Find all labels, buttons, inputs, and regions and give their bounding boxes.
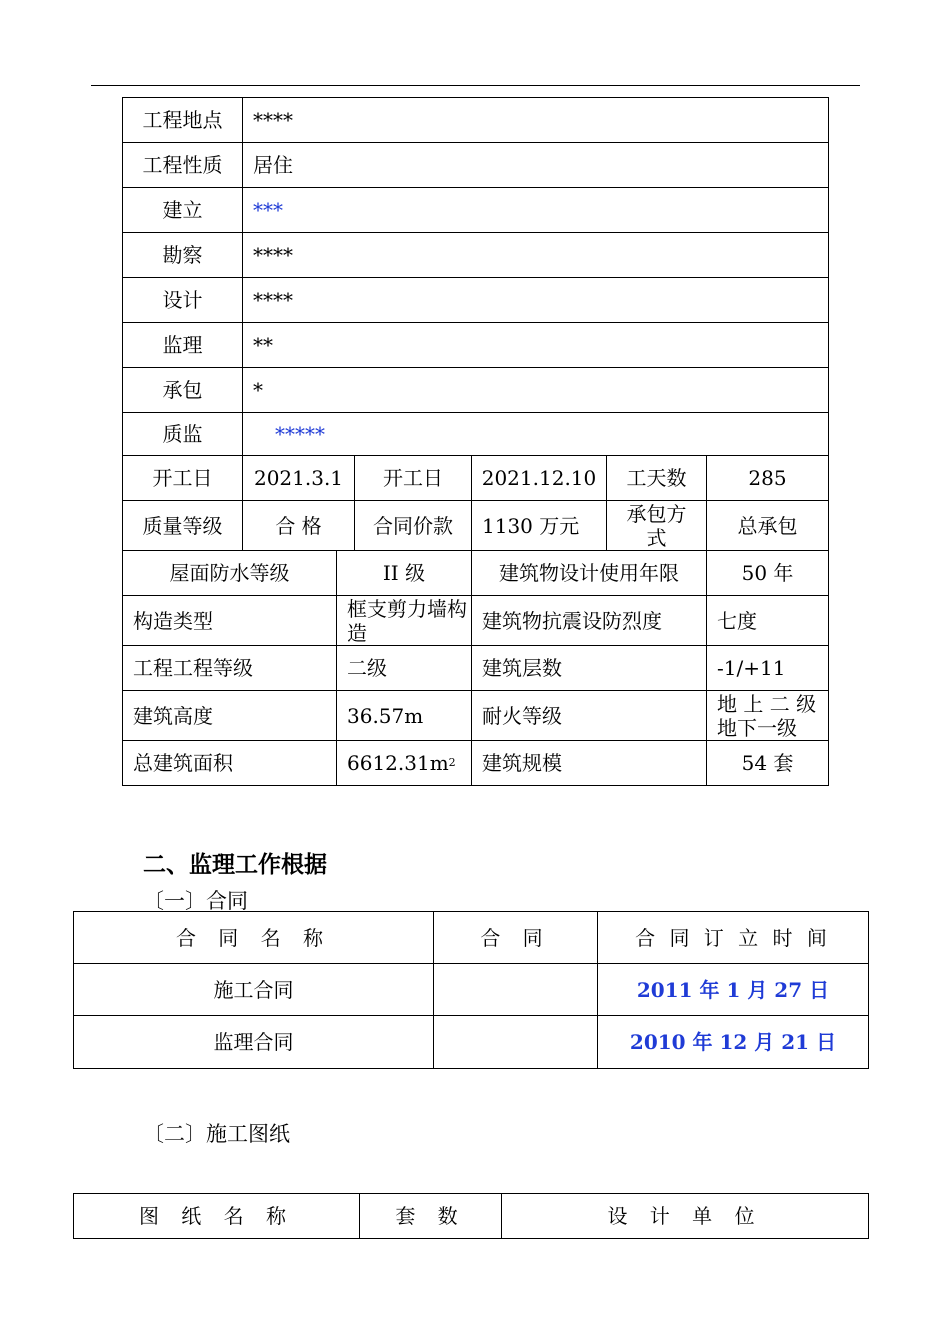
label-scale: 建筑规模 xyxy=(471,740,707,786)
value-floors: -1/+11 xyxy=(706,645,829,691)
label-nature: 工程性质 xyxy=(122,142,243,188)
label-design-life: 建筑物设计使用年限 xyxy=(471,550,707,596)
contract-header-party: 合 同 xyxy=(433,911,598,964)
label-total-area: 总建筑面积 xyxy=(122,740,337,786)
contract-row-date: 2010 年 12 月 21 日 xyxy=(597,1015,869,1069)
label-contract-mode: 承包方式 xyxy=(606,500,707,551)
contract-row-date: 2011 年 1 月 27 日 xyxy=(597,963,869,1016)
label-owner: 建立 xyxy=(122,187,243,233)
label-floors: 建筑层数 xyxy=(471,645,707,691)
value-structure-type: 框支剪力墙构造 xyxy=(336,595,472,646)
section-title: 二、监理工作根据 xyxy=(143,852,327,878)
label-end-date: 开工日 xyxy=(354,455,472,501)
contract-header-date: 合 同 订 立 时 间 xyxy=(597,911,869,964)
value-survey: **** xyxy=(242,232,829,278)
label-seismic: 建筑物抗震设防烈度 xyxy=(471,595,707,646)
header-rule xyxy=(91,85,860,86)
value-contract-mode: 总承包 xyxy=(706,500,829,551)
label-work-days: 工天数 xyxy=(606,455,707,501)
label-quality-grade: 质量等级 xyxy=(122,500,243,551)
drawing-header-name: 图 纸 名 称 xyxy=(73,1193,360,1239)
value-contractor: * xyxy=(242,367,829,413)
area-unit-superscript: 2 xyxy=(448,756,456,769)
label-structure-type: 构造类型 xyxy=(122,595,337,646)
value-work-days: 285 xyxy=(706,455,829,501)
label-quality-supervision: 质监 xyxy=(122,412,243,456)
contract-row-party xyxy=(433,963,598,1016)
label-project-grade: 工程工程等级 xyxy=(122,645,337,691)
value-location: **** xyxy=(242,97,829,143)
label-roof-waterproof: 屋面防水等级 xyxy=(122,550,337,596)
contract-row-name: 施工合同 xyxy=(73,963,434,1016)
contract-row-name: 监理合同 xyxy=(73,1015,434,1069)
value-owner: *** xyxy=(242,187,829,233)
label-fire-rating: 耐火等级 xyxy=(471,690,707,741)
value-supervision: ** xyxy=(242,322,829,368)
value-total-area: 6612.31m xyxy=(347,751,449,775)
label-start-date: 开工日 xyxy=(122,455,243,501)
value-seismic: 七度 xyxy=(706,595,829,646)
value-total-area-cell xyxy=(336,740,472,786)
value-start-date: 2021.3.1 xyxy=(242,455,355,501)
value-quality-grade: 合 格 xyxy=(242,500,355,551)
subsection-contracts: 〔一〕合同 xyxy=(143,889,248,913)
value-design: **** xyxy=(242,277,829,323)
label-design: 设计 xyxy=(122,277,243,323)
value-nature: 居住 xyxy=(242,142,829,188)
drawing-header-designer: 设 计 单 位 xyxy=(501,1193,869,1239)
subsection-drawings: 〔二〕施工图纸 xyxy=(143,1122,290,1146)
label-survey: 勘察 xyxy=(122,232,243,278)
value-fire-rating: 地 上 二 级 地下一级 xyxy=(706,690,829,741)
value-project-grade: 二级 xyxy=(336,645,472,691)
drawing-header-sets: 套 数 xyxy=(359,1193,502,1239)
value-end-date: 2021.12.10 xyxy=(471,455,607,501)
label-location: 工程地点 xyxy=(122,97,243,143)
contract-row-party xyxy=(433,1015,598,1069)
label-supervision: 监理 xyxy=(122,322,243,368)
value-quality-supervision: ***** xyxy=(242,412,829,456)
value-contract-price: 1130 万元 xyxy=(471,500,607,551)
value-roof-waterproof: II 级 xyxy=(336,550,472,596)
value-design-life: 50 年 xyxy=(706,550,829,596)
label-contractor: 承包 xyxy=(122,367,243,413)
value-scale: 54 套 xyxy=(706,740,829,786)
contract-header-name: 合 同 名 称 xyxy=(73,911,434,964)
label-height: 建筑高度 xyxy=(122,690,337,741)
label-contract-price: 合同价款 xyxy=(354,500,472,551)
value-height: 36.57m xyxy=(336,690,472,741)
